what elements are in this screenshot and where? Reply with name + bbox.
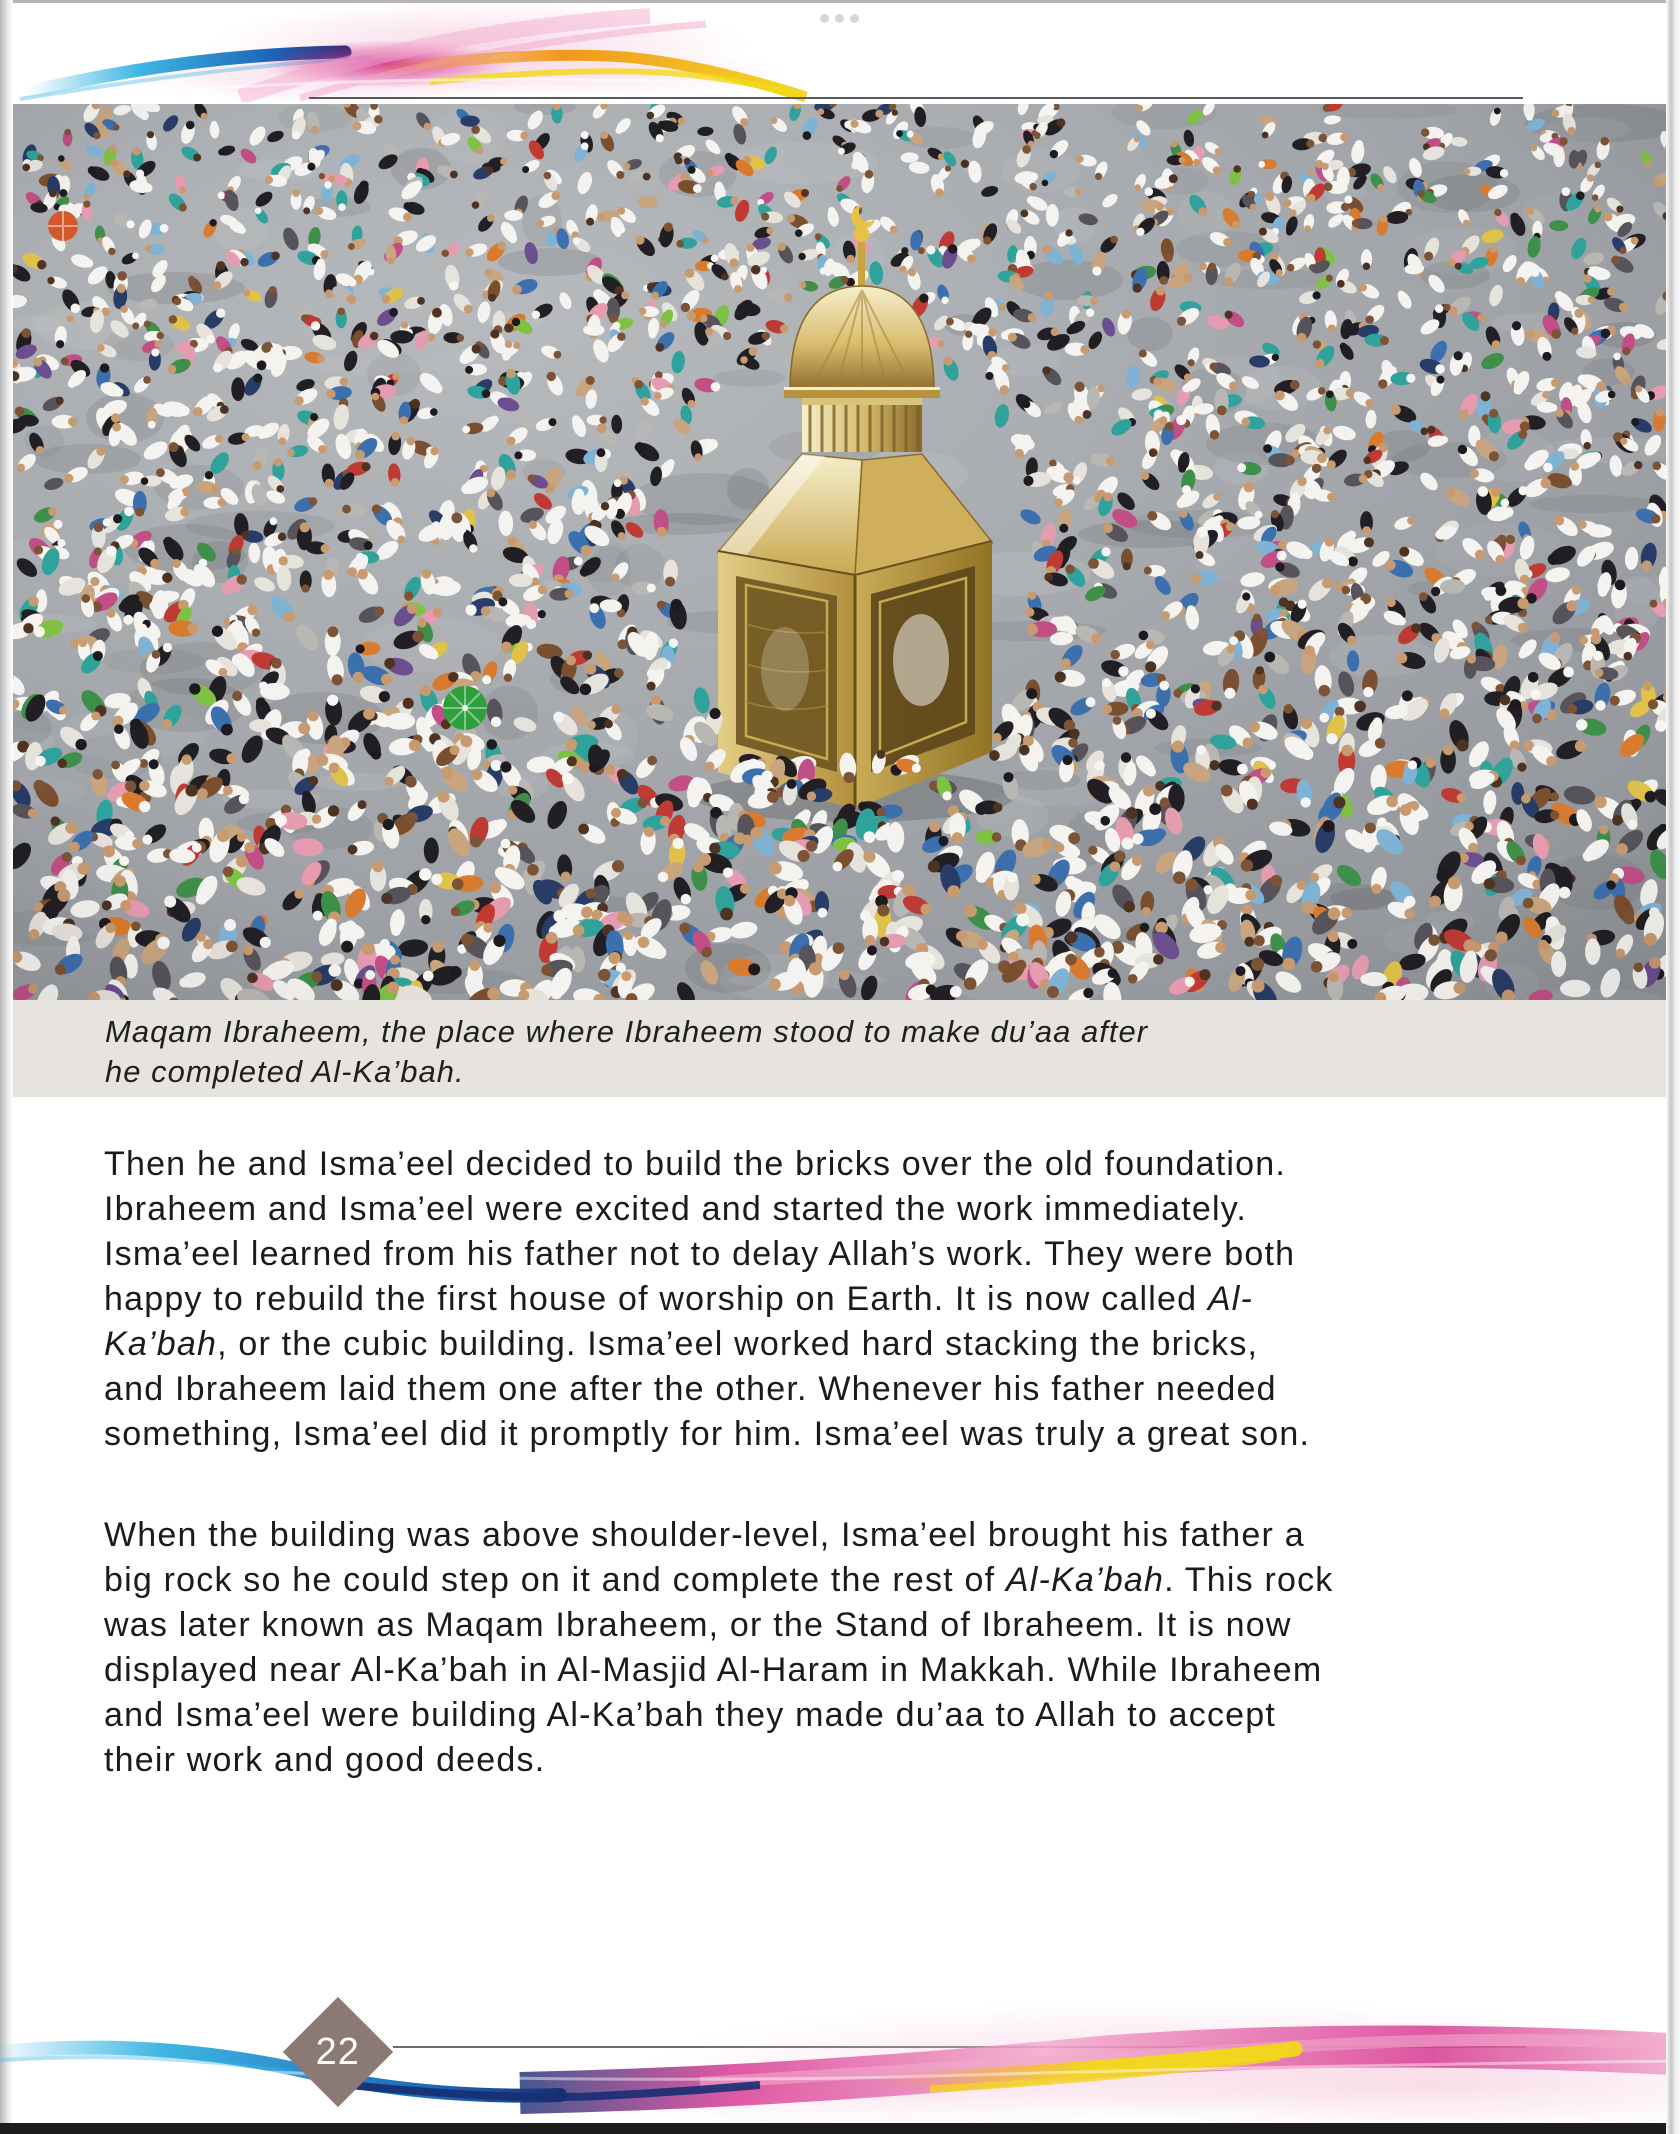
page-top-edge	[0, 0, 1680, 3]
ellipsis-dots-icon	[820, 14, 859, 23]
caption-line: he completed Al-Ka’bah.	[105, 1054, 465, 1089]
text-line: Ka’bah, or the cubic building. Isma’eel worked hard stacking the bricks,	[104, 1325, 1259, 1363]
text-line: displayed near Al-Ka’bah in Al-Masjid Al-Haram in Makkah. While Ibraheem	[104, 1651, 1323, 1689]
photo-caption	[13, 1000, 1668, 1097]
page-number: 22	[315, 2030, 361, 2073]
text-line: When the building was above shoulder-level, Isma’eel brought his father a	[104, 1516, 1305, 1554]
maqam-ibraheem-photo	[13, 104, 1668, 1000]
text-line: Then he and Isma’eel decided to build the bricks over the old foundation.	[104, 1145, 1286, 1183]
text-line: Isma’eel learned from his father not to delay Allah’s work. They were both	[104, 1235, 1296, 1273]
body-text	[104, 1142, 1334, 1783]
text-line: big rock so he could step on it and complete the rest of Al-Ka’bah. This rock	[104, 1561, 1334, 1599]
header-rule	[309, 97, 1523, 99]
caption-line: Maqam Ibraheem, the place where Ibraheem stood to make du’aa after	[105, 1014, 1149, 1049]
footer-swoosh-art	[0, 1965, 1680, 2123]
text-line: their work and good deeds.	[104, 1741, 546, 1779]
text-line: Ibraheem and Isma’eel were excited and started the work immediately.	[104, 1190, 1248, 1228]
text-line: was later known as Maqam Ibraheem, or the Stand of Ibraheem. It is now	[104, 1606, 1292, 1644]
text-line: and Ibraheem laid them one after the other. Whenever his father needed	[104, 1370, 1277, 1408]
text-line: and Isma’eel were building Al-Ka’bah they made du’aa to Allah to accept	[104, 1696, 1277, 1734]
bottom-bar	[0, 2123, 1680, 2134]
paragraph	[104, 1142, 1334, 1457]
page-left-edge	[0, 0, 13, 2134]
page-right-edge	[1666, 0, 1680, 2134]
paragraph	[104, 1513, 1334, 1783]
text-line: happy to rebuild the first house of worship on Earth. It is now called Al-	[104, 1280, 1254, 1318]
text-line: something, Isma’eel did it promptly for him. Isma’eel was truly a great son.	[104, 1415, 1311, 1453]
